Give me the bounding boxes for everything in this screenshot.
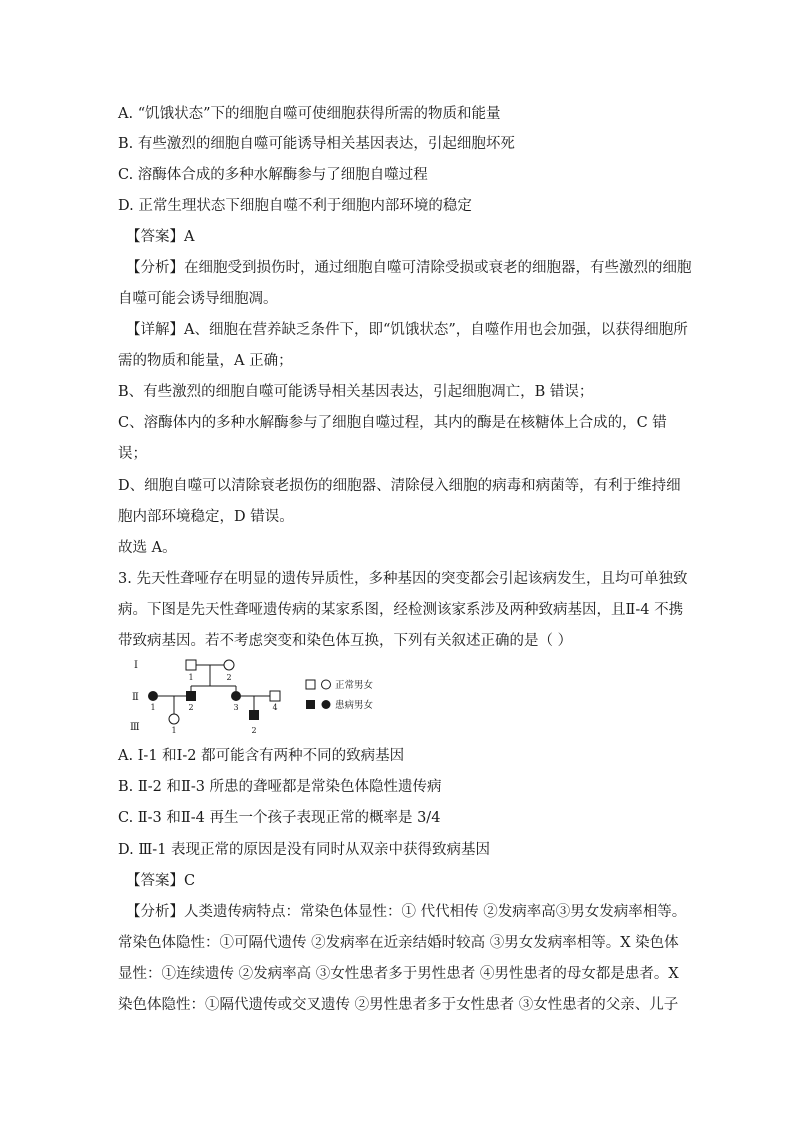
q3-stem-line-1: 3. 先天性聋哑存在明显的遗传异质性，多种基因的突变都会引起该病发生，且均可单独致 [118,571,688,587]
q2-option-c: C. 溶酶体合成的多种水解酶参与了细胞自噬过程 [118,167,428,183]
ind-III-2-affected-male [249,710,259,720]
ind-II-2-affected-male [186,691,196,701]
q3-option-a: A. Ⅰ-1 和Ⅰ-2 都可能含有两种不同的致病基因 [118,748,405,764]
q2-detail-line-1: 【详解】A、细胞在营养缺乏条件下，即“饥饿状态”，自噬作用也会加强，以获得细胞所 [126,322,688,338]
gen-label-3: Ⅲ [130,722,140,733]
q2-option-b: B. 有些激烈的细胞自噬可能诱导相关基因表达，引起细胞坏死 [118,136,515,152]
num-II-4: 4 [272,703,278,712]
q3-stem-line-2: 病。下图是先天性聋哑遗传病的某家系图，经检测该家系涉及两种致病基因，且Ⅱ-4 不携 [118,602,684,618]
ind-I-2-normal-female [224,660,234,670]
legend-normal-label: 正常男女 [335,680,374,691]
ind-II-3-affected-female [231,691,241,701]
num-II-1: 1 [150,703,156,712]
gen-label-1: Ⅰ [134,660,138,671]
legend-affected-female-icon [322,700,331,709]
q2-option-d: D. 正常生理状态下细胞自噬不利于细胞内部环境的稳定 [118,198,472,214]
q2-analysis-line-1: 【分析】在细胞受到损伤时，通过细胞自噬可清除受损或衰老的细胞器，有些激烈的细胞 [126,260,692,276]
legend-normal-male-icon [306,680,315,689]
num-II-3: 3 [233,703,239,712]
legend-affected-male-icon [306,700,315,709]
q3-analysis-line-1: 【分析】人类遗传病特点：常染色体显性：① 代代相传 ②发病率高③男女发病率相等。 [126,904,687,920]
ind-II-1-affected-female [148,691,158,701]
q2-conclusion: 故选 A。 [118,540,177,556]
num-I-1: 1 [188,673,194,682]
q2-answer: 【答案】A [126,229,195,245]
q2-detail-line-5: 误； [118,446,147,462]
q3-analysis-line-3: 显性：①连续遗传 ②发病率高 ③女性患者多于男性患者 ④男性患者的母女都是患者。X [118,966,679,982]
ind-II-4-normal-male [270,691,280,701]
num-III-2: 2 [251,726,257,735]
q2-detail-line-3: B、有些激烈的细胞自噬可能诱导相关基因表达，引起细胞凋亡，B 错误； [118,384,594,400]
q3-analysis-line-2: 常染色体隐性：①可隔代遗传 ②发病率在近亲结婚时较高 ③男女发病率相等。X 染色体 [118,935,679,951]
num-I-2: 2 [226,673,232,682]
q3-option-b: B. Ⅱ-2 和Ⅱ-3 所患的聋哑都是常染色体隐性遗传病 [118,779,442,795]
q2-option-a: A. “饥饿状态”下的细胞自噬可使细胞获得所需的物质和能量 [118,106,501,122]
q2-detail-line-4: C、溶酶体内的多种水解酶参与了细胞自噬过程，其内的酶是在核糖体上合成的，C 错 [118,415,667,431]
q3-option-d: D. Ⅲ-1 表现正常的原因是没有同时从双亲中获得致病基因 [118,842,491,858]
q3-answer: 【答案】C [126,873,196,889]
q3-stem-line-3: 带致病基因。若不考虑突变和染色体互换，下列有关叙述正确的是（ ） [118,633,573,649]
num-III-1: 1 [171,726,177,735]
q2-analysis-line-2: 自噬可能会诱导细胞凋。 [118,291,278,307]
q3-analysis-line-4: 染色体隐性：①隔代遗传或交叉遗传 ②男性患者多于女性患者 ③女性患者的父亲、儿子 [118,997,679,1013]
ind-III-1-normal-female [169,714,179,724]
legend-normal-female-icon [322,680,331,689]
legend-affected-label: 患病男女 [335,700,374,711]
pedigree-chart [128,656,408,736]
gen-label-2: Ⅱ [132,692,139,703]
q2-detail-line-2: 需的物质和能量，A 正确； [118,353,293,369]
num-II-2: 2 [188,703,194,712]
q2-detail-line-7: 胞内部环境稳定，D 错误。 [118,509,294,525]
q2-detail-line-6: D、细胞自噬可以清除衰老损伤的细胞器、清除侵入细胞的病毒和病菌等，有利于维持细 [118,478,681,494]
ind-I-1-normal-male [186,660,196,670]
q3-option-c: C. Ⅱ-3 和Ⅱ-4 再生一个孩子表现正常的概率是 3/4 [118,810,441,826]
